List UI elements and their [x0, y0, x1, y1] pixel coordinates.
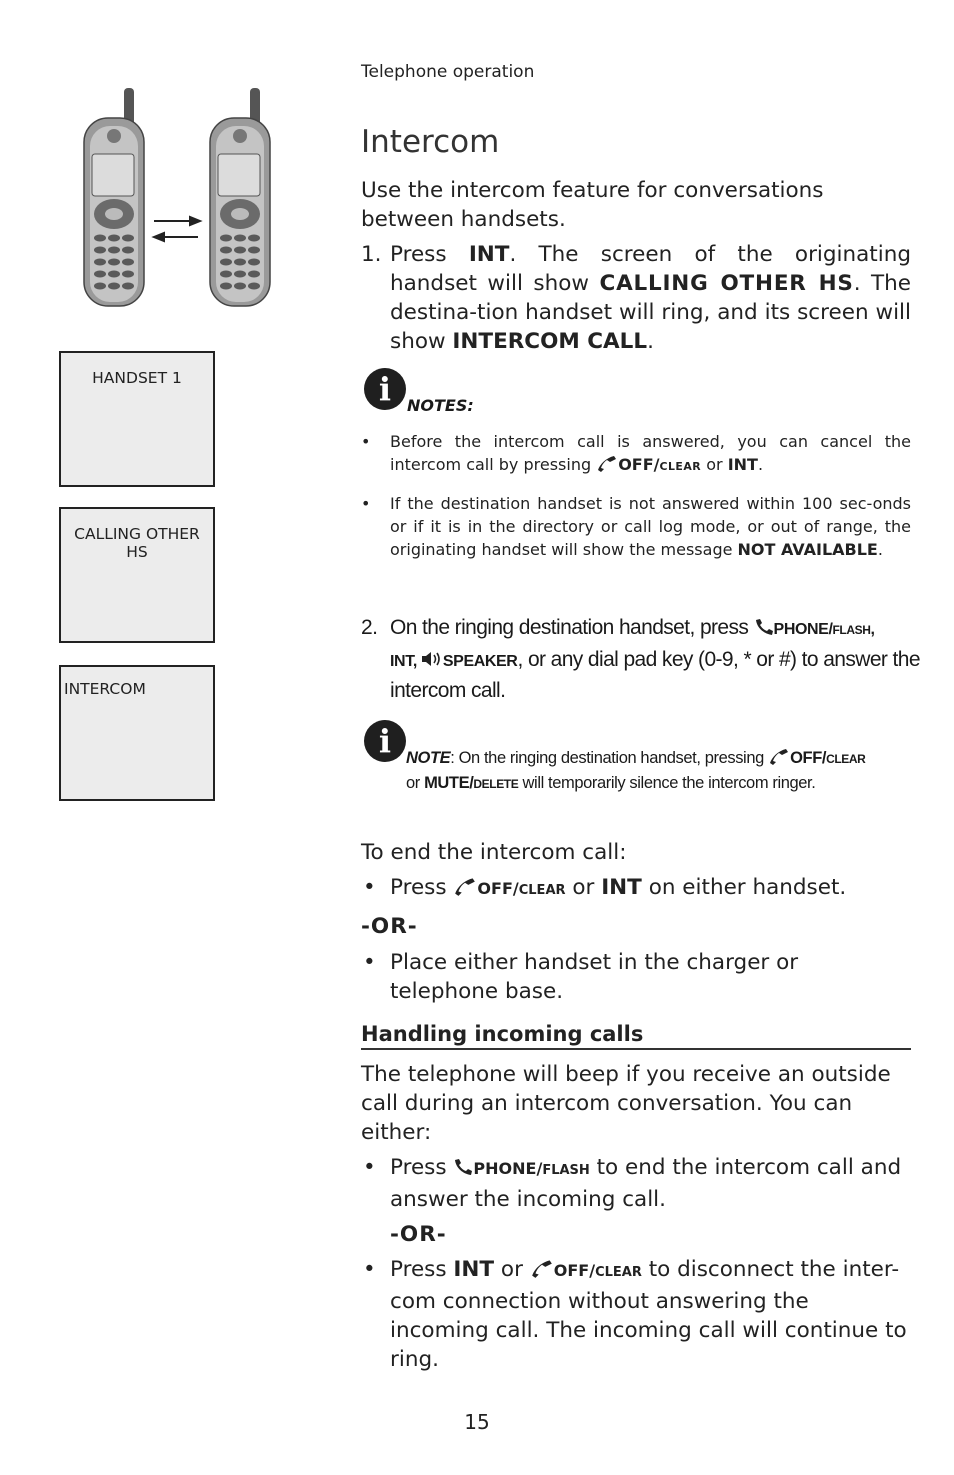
- note-item: • Before the intercom call is answered, you can cancel the intercom call by pressing OFF/CLEAR or INT.: [361, 432, 911, 474]
- page-number: 15: [464, 1410, 490, 1434]
- section-heading: Handling incoming calls: [361, 1022, 911, 1050]
- page-title: Intercom: [361, 124, 500, 160]
- list-item: • Place either handset in the charger or telephone base.: [363, 950, 799, 1004]
- step-1-text: Press INT. The screen of the originating handset will show CALLING OTHER HS. The destina-tion handset will ring, and its screen will show INTERCOM CALL.: [390, 242, 911, 354]
- arrow-right-icon: [154, 217, 200, 225]
- step-number: 2.: [361, 616, 378, 639]
- intro-paragraph: Use the intercom feature for conversations between handsets.: [361, 178, 824, 232]
- end-call-lead: To end the intercom call:: [361, 840, 627, 865]
- list-item: • Press INT or OFF/CLEAR to disconnect the inter-com connection without answering the incoming call. The incoming call will continue to ring.: [363, 1257, 907, 1372]
- info-icon: i: [364, 368, 406, 410]
- incoming-lead: The telephone will beep if you receive an outside call during an intercom conversation. You can either:: [361, 1062, 891, 1145]
- off-icon: [453, 876, 477, 896]
- step-2: [361, 613, 921, 705]
- message-intercom-call: INTERCOM CALL: [452, 329, 648, 354]
- notes-label: NOTES:: [407, 396, 474, 415]
- incoming-calls-section: [361, 1060, 911, 1374]
- phone-icon: [754, 618, 774, 636]
- note-item: • If the destination handset is not answered within 100 sec-onds or if it is in the directory or call log mode, or out of range, the originating handset will show the message NOT AVAILABLE.: [361, 494, 911, 559]
- screen-text: INTERCOM: [64, 680, 146, 698]
- off-icon: [530, 1258, 554, 1278]
- end-call-section: [361, 838, 911, 1006]
- step-1: [361, 240, 911, 356]
- screen-calling-other-hs: [59, 507, 215, 643]
- message-calling: CALLING OTHER HS: [599, 271, 854, 296]
- list-item: • Press PHONE/FLASH to end the intercom call and answer the incoming call.: [363, 1155, 902, 1212]
- screen-text: HANDSET 1: [92, 369, 182, 387]
- step-2-text: On the ringing destination handset, press PHONE/FLASH, INT, SPEAKER, or any dial pad key (0-9, * or #) to answer the intercom call.: [390, 616, 920, 702]
- or-separator: -OR-: [361, 914, 418, 939]
- phone-icon: [453, 1158, 473, 1176]
- handset-left-image: [84, 88, 144, 306]
- screen-text: CALLING OTHER HS: [74, 525, 200, 561]
- notes-list: [361, 430, 911, 575]
- key-int: INT: [468, 242, 510, 267]
- section-header: Telephone operation: [361, 62, 535, 82]
- speaker-icon: [421, 650, 443, 668]
- arrow-left-icon: [154, 233, 198, 241]
- step-number: 1.: [361, 242, 382, 267]
- handset-right-image: [210, 88, 270, 306]
- off-icon: [596, 454, 618, 472]
- screen-handset-1: [59, 351, 215, 487]
- screen-intercom: [59, 665, 215, 801]
- handset-illustration: [70, 86, 280, 308]
- off-icon: [768, 747, 790, 765]
- or-separator: -OR-: [390, 1222, 447, 1247]
- note-ringer: NOTE: On the ringing destination handset, pressing OFF/CLEAR or MUTE/DELETE will temporarily silence the intercom ringer.: [406, 749, 866, 792]
- info-icon: i: [364, 720, 406, 762]
- list-item: • Press OFF/CLEAR or INT on either handset.: [363, 875, 847, 900]
